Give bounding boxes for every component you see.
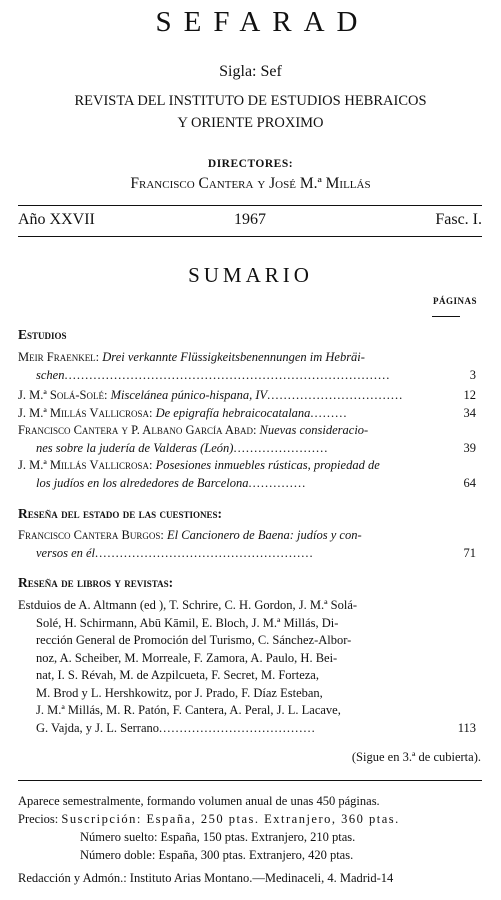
toc-entry <box>18 349 476 384</box>
issue-info <box>18 211 482 233</box>
entry-page: 113 <box>455 720 476 738</box>
footer-prices-subscription <box>18 810 486 828</box>
entry-author: J. M.ª Millás Vallicrosa: <box>18 406 153 420</box>
leader-dots: ....................... <box>233 440 329 455</box>
entry-line: noz, A. Scheiber, M. Morreale, F. Zamora, A. Paulo, H. Bei- <box>36 650 338 665</box>
leader-dots: ............................................................................... <box>64 367 391 382</box>
entry-page: 64 <box>461 475 477 493</box>
pages-label-rule <box>432 316 460 317</box>
continued-note: (Sigue en 3.ª de cubierta). <box>351 750 481 764</box>
journal-sigla: Sigla: Sef <box>219 63 282 80</box>
entry-title-cont: versos en él <box>36 545 96 560</box>
footer-price-single: Número suelto: España, 150 ptas. Extranjero, 210 ptas. <box>80 830 356 844</box>
section-heading-resena-estado: Reseña del estado de las cuestiones: <box>18 506 223 521</box>
toc-entry <box>18 527 476 562</box>
pages-column-label: PÁGINAS <box>432 296 477 306</box>
journal-subtitle-line1: REVISTA DEL INSTITUTO DE ESTUDIOS HEBRAICOS <box>74 93 427 109</box>
entry-author: Francisco Cantera Burgos: <box>18 528 164 542</box>
section-heading-resena-libros: Reseña de libros y revistas: <box>18 575 174 590</box>
leader-dots: ......... <box>310 406 348 420</box>
toc-entry <box>18 405 476 423</box>
directors-names: Francisco Cantera y José M.ª Millás <box>130 175 371 192</box>
directors-label: DIRECTORES: <box>207 158 294 170</box>
toc-entry <box>18 457 476 492</box>
leader-dots: .............. <box>248 475 307 490</box>
entry-line: G. Vajda, y J. L. Serrano <box>36 720 160 735</box>
entry-page: 34 <box>461 405 477 423</box>
issue-year-label: Año XXVII <box>18 211 95 228</box>
entry-author: J. M.ª Solá-Solé: <box>18 388 108 402</box>
entry-page: 71 <box>461 545 477 563</box>
divider-top <box>18 205 482 206</box>
journal-subtitle-line2: Y ORIENTE PROXIMO <box>177 115 324 131</box>
toc-entry <box>18 597 476 737</box>
entry-author: Francisco Cantera y P. Albano García Abad: <box>18 423 257 437</box>
entry-title: El Cancionero de Baena: judíos y con- <box>167 528 362 542</box>
section-heading-estudios: Estudios <box>18 327 67 342</box>
divider-bottom <box>18 780 482 781</box>
entry-title: Drei verkannte Flüssigkeitsbenennungen im Hebräi- <box>102 350 365 364</box>
entry-line: nat, I. S. Révah, M. de Azpilcueta, F. Secret, M. Forteza, <box>36 668 319 682</box>
entry-page: 12 <box>461 387 477 405</box>
entry-line: M. Brod y L. Hershkowitz, por J. Prado, F. Díaz Esteban, <box>36 685 323 700</box>
entry-title-cont: nes sobre la judería de Valderas <box>36 440 197 455</box>
entry-line: Solé, H. Schirmann, Abū Kāmil, E. Bloch, J. M.ª Millás, Di- <box>36 615 339 630</box>
entry-author: J. M.ª Millás Vallicrosa: <box>18 458 153 472</box>
entry-page: 39 <box>461 440 477 458</box>
entry-title: Miscelánea púnico-hispana, IV <box>110 388 268 402</box>
entry-title: Posesiones inmuebles rústicas, propiedad de <box>155 458 380 472</box>
entry-page: 3 <box>467 367 476 385</box>
issue-fascicle: Fasc. I. <box>435 211 482 228</box>
footer-address: Redacción y Admón.: Instituto Arias Montano.—Medinaceli, 4. Madrid-14 <box>18 871 394 885</box>
divider-issue <box>18 236 482 237</box>
entry-title: De epigrafía hebraicocatalana <box>155 406 311 420</box>
entry-title-tail: (León) <box>200 440 234 455</box>
prices-label: Precios: <box>18 812 59 826</box>
footer-price-double: Número doble: España, 300 ptas. Extranjero, 420 ptas. <box>80 848 354 862</box>
entry-title-cont: los judíos en los alrededores de Barcelona <box>36 475 249 490</box>
issue-year: 1967 <box>234 211 266 228</box>
entry-title-cont: schen <box>36 367 65 382</box>
entry-line: J. M.ª Millás, M. R. Patón, F. Cantera, A. Peral, J. L. Lacave, <box>36 703 341 717</box>
price-subscription: Suscripción: España, 250 ptas. Extranjero, 360 ptas. <box>61 812 400 826</box>
toc-entry <box>18 387 476 405</box>
footer-periodicity: Aparece semestralmente, formando volumen anual de unas 450 páginas. <box>18 794 380 808</box>
entry-line: Estduios de A. Altmann (ed ), T. Schrire, C. H. Gordon, J. M.ª Solá- <box>18 598 358 612</box>
entry-line: rección General de Promoción del Turismo, C. Sánchez-Albor- <box>36 633 352 647</box>
journal-title: SEFARAD <box>155 6 370 38</box>
summary-title: SUMARIO <box>188 263 313 287</box>
leader-dots: ..................................................... <box>95 545 314 560</box>
leader-dots: ................................. <box>267 388 404 402</box>
toc-entry <box>18 422 476 457</box>
entry-author: Meir Fraenkel: <box>18 350 100 364</box>
entry-title: Nuevas consideracio- <box>259 423 369 437</box>
leader-dots: ...................................... <box>159 720 316 735</box>
